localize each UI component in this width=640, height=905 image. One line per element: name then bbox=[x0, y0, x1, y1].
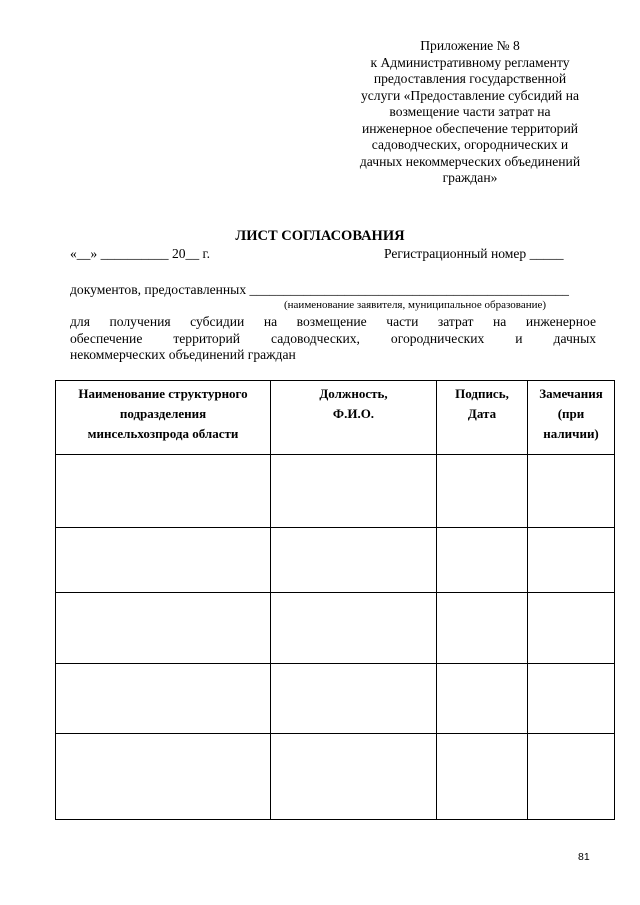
table-cell[interactable] bbox=[56, 593, 271, 664]
table-cell[interactable] bbox=[271, 664, 437, 734]
page-number: 81 bbox=[578, 851, 590, 863]
table-cell[interactable] bbox=[437, 455, 528, 528]
table-cell[interactable] bbox=[271, 455, 437, 528]
table-cell[interactable] bbox=[528, 528, 615, 593]
appendix-line: к Административному регламенту bbox=[370, 54, 570, 70]
appendix-line: предоставления государственной bbox=[373, 71, 567, 86]
table-row bbox=[56, 734, 615, 820]
table-row bbox=[56, 528, 615, 593]
table-cell[interactable] bbox=[437, 664, 528, 734]
header-remarks: Замечания (при наличии) bbox=[528, 381, 615, 455]
table-cell[interactable] bbox=[271, 593, 437, 664]
date-line: «__» __________ 20__ г. bbox=[70, 246, 210, 261]
purpose-line: обеспечение территорий садоводческих, огороднических и дачных bbox=[70, 330, 596, 346]
applicant-hint: (наименование заявителя, муниципальное образование) bbox=[284, 299, 547, 311]
appendix-header bbox=[340, 38, 600, 187]
table-row bbox=[56, 593, 615, 664]
header-position-name: Должность, Ф.И.О. bbox=[271, 381, 437, 455]
table-cell[interactable] bbox=[437, 593, 528, 664]
table-cell[interactable] bbox=[271, 528, 437, 593]
appendix-line: Приложение № 8 bbox=[420, 38, 520, 53]
documents-line: документов, предоставленных _______________________________________________ bbox=[70, 282, 569, 297]
header-signature-date: Подпись, Дата bbox=[437, 381, 528, 455]
table-cell[interactable] bbox=[437, 528, 528, 593]
table-cell[interactable] bbox=[437, 734, 528, 820]
table-cell[interactable] bbox=[271, 734, 437, 820]
document-title: ЛИСТ СОГЛАСОВАНИЯ bbox=[235, 228, 405, 244]
purpose-paragraph bbox=[70, 314, 596, 364]
appendix-line: граждан» bbox=[442, 170, 498, 185]
appendix-line: инженерное обеспечение территорий bbox=[361, 120, 579, 136]
table-cell[interactable] bbox=[528, 593, 615, 664]
table-cell[interactable] bbox=[56, 528, 271, 593]
table-cell[interactable] bbox=[56, 455, 271, 528]
table-cell[interactable] bbox=[528, 664, 615, 734]
registration-number-line: Регистрационный номер _____ bbox=[384, 246, 564, 261]
table-row bbox=[56, 664, 615, 734]
purpose-line: для получения субсидии на возмещение части затрат на инженерное bbox=[70, 314, 596, 329]
appendix-line: возмещение части затрат на bbox=[389, 104, 551, 119]
header-department: Наименование структурного подразделения минсельхозпрода области bbox=[56, 381, 271, 455]
appendix-line: дачных некоммерческих объединений bbox=[359, 153, 581, 169]
table-header-row bbox=[56, 381, 615, 455]
table-cell[interactable] bbox=[528, 455, 615, 528]
table-cell[interactable] bbox=[56, 664, 271, 734]
table-cell[interactable] bbox=[528, 734, 615, 820]
appendix-line: садоводческих, огороднических и bbox=[371, 137, 569, 152]
table-cell[interactable] bbox=[56, 734, 271, 820]
approval-table bbox=[55, 380, 615, 820]
appendix-line: услуги «Предоставление субсидий на bbox=[360, 87, 580, 103]
table-row bbox=[56, 455, 615, 528]
purpose-line: некоммерческих объединений граждан bbox=[70, 347, 296, 362]
